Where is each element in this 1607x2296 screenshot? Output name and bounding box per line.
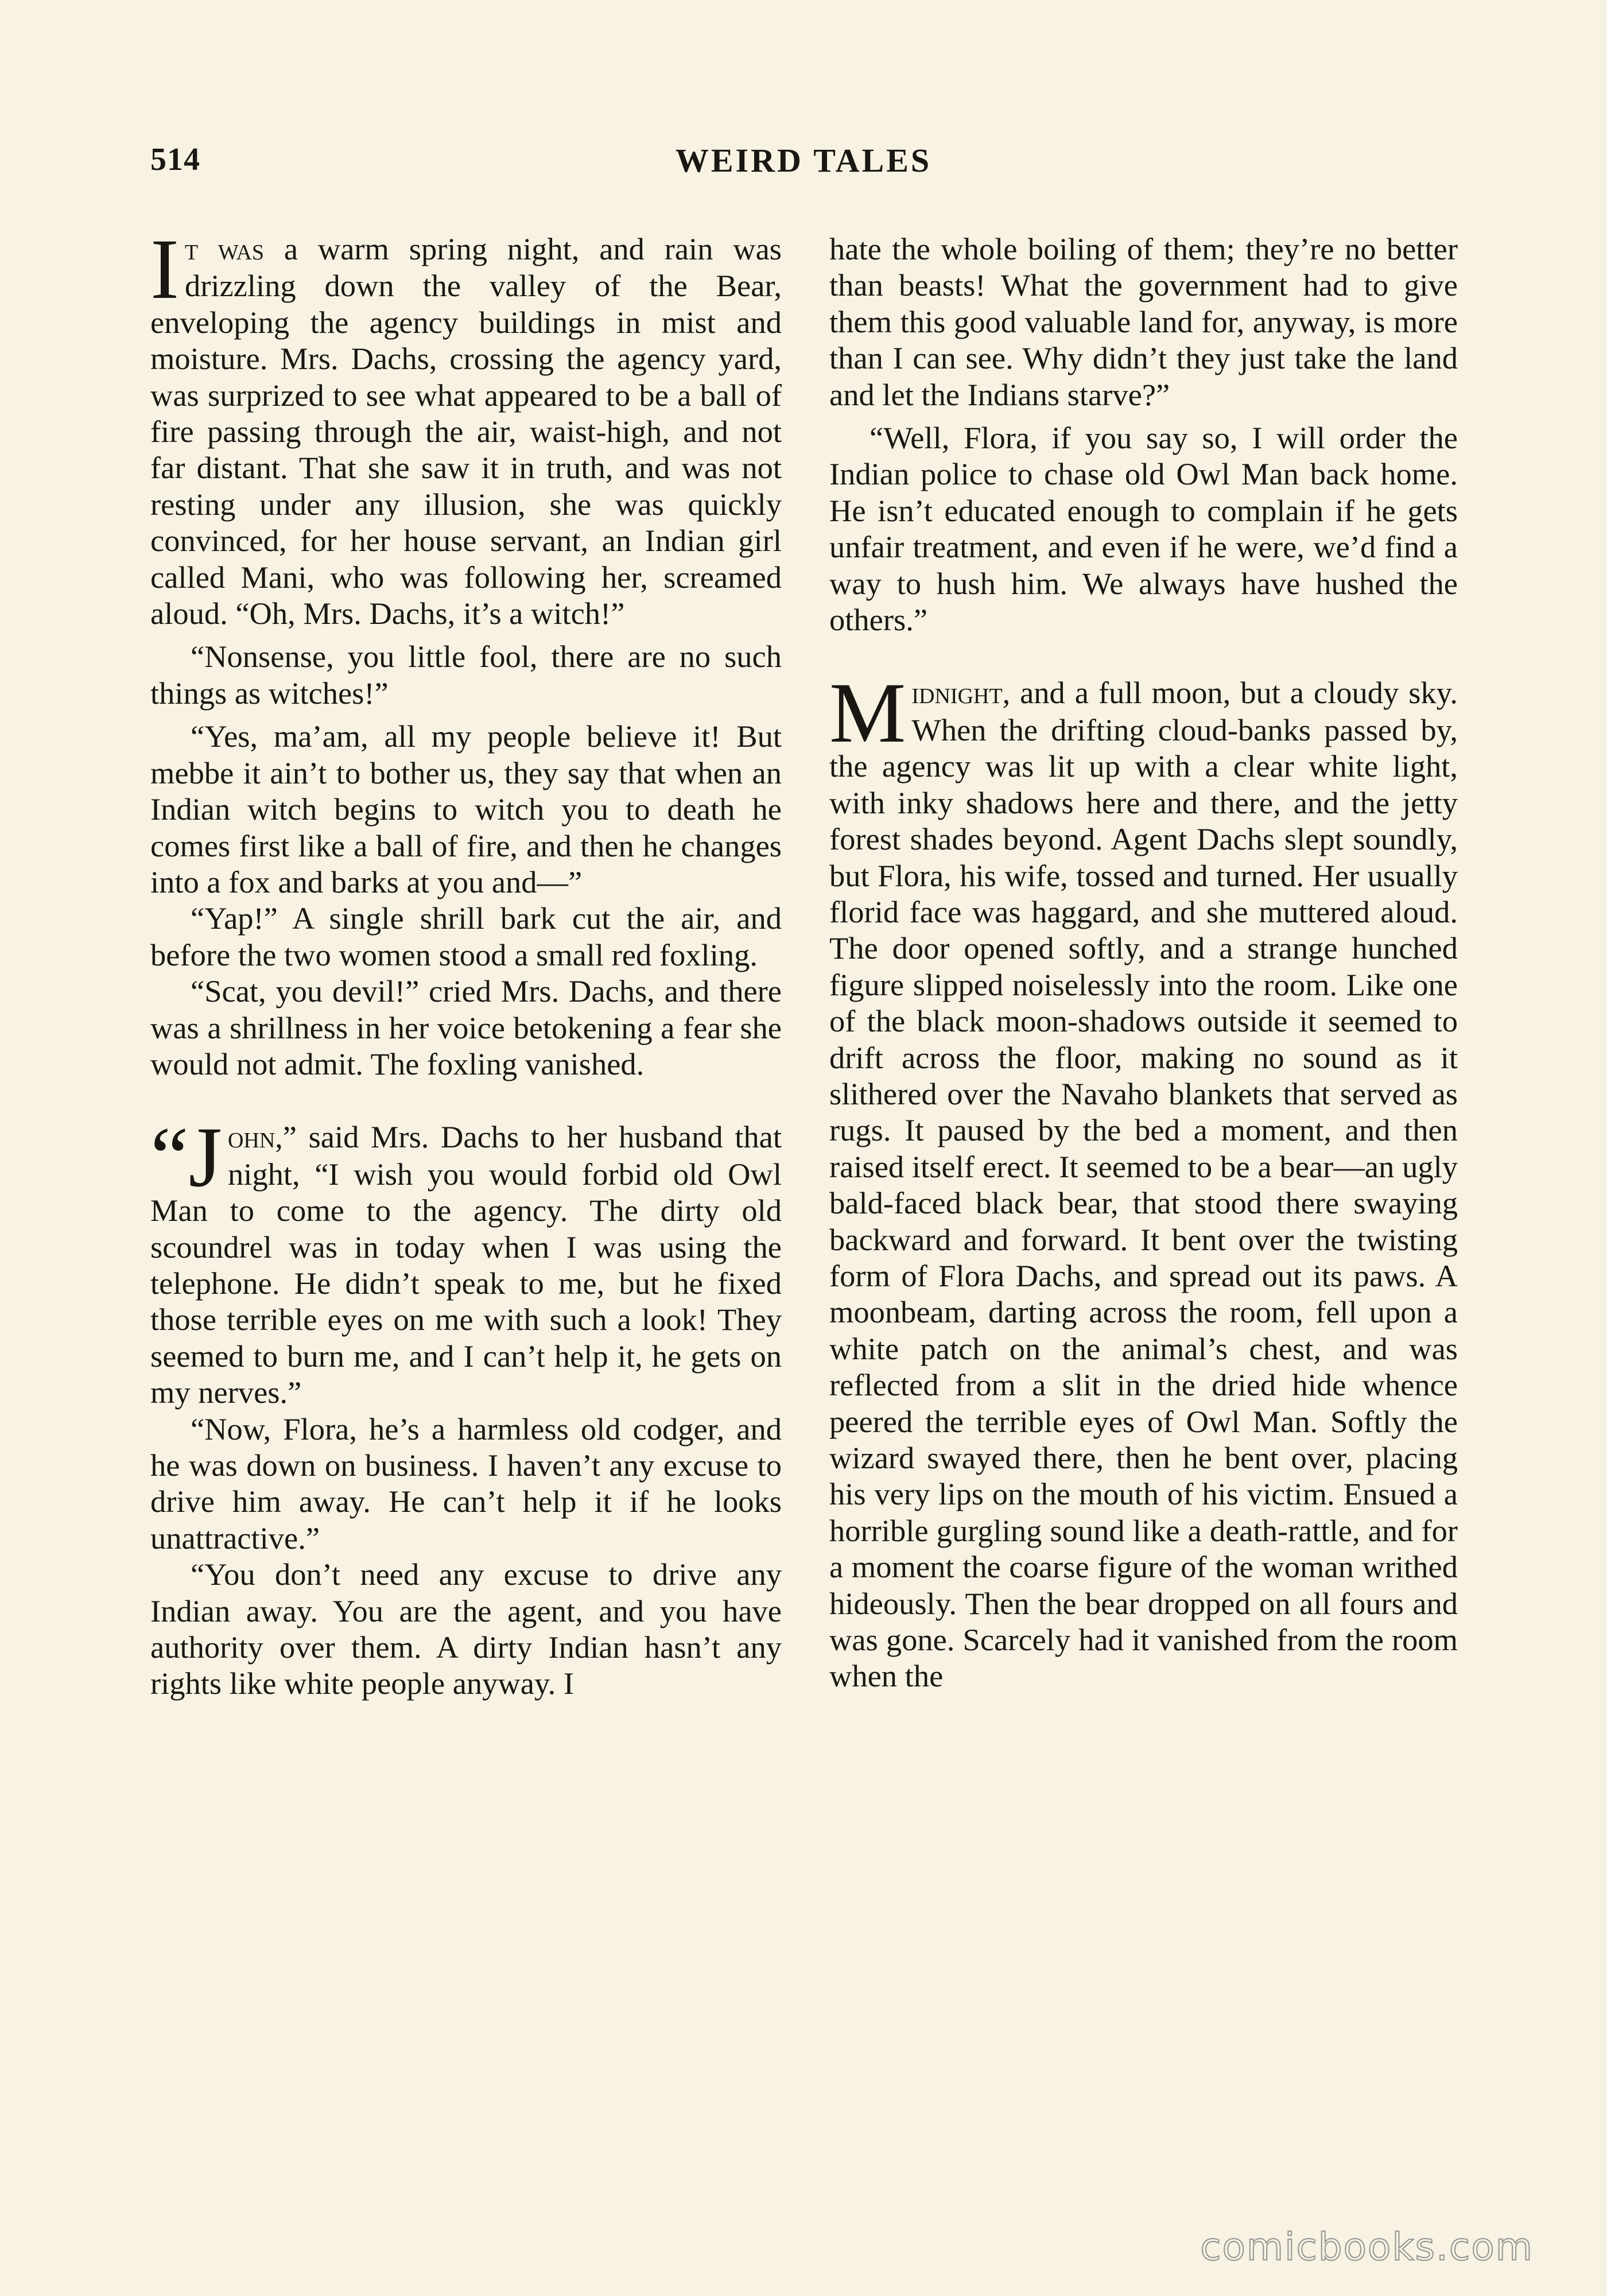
page-number: 514: [150, 142, 200, 177]
paragraph: “Yap!” A single shrill bark cut the air, and before the two women stood a small red foxling.: [150, 901, 782, 972]
open-quote: “: [150, 1110, 189, 1205]
running-head: WEIRD TALES: [675, 142, 932, 179]
section-1: [150, 222, 782, 1082]
drop-cap: [150, 1110, 222, 1205]
paragraph: [829, 665, 1458, 1694]
paragraph: [150, 222, 782, 631]
drop-cap: I: [150, 222, 179, 317]
paragraph: [150, 1110, 782, 1410]
paragraph: “Nonsense, you little fool, there are no such things as witches!”: [150, 639, 782, 711]
lead-in: idnight,: [911, 676, 1011, 711]
paragraph-text: a warm spring night, and rain was drizzling down the valley of the Bear, enveloping the agency buildings in mist and moisture. Mrs. Dachs, crossing the agency yard, was surprized to see what appeared to be a ball of fire passing through the air, waist-high, and not far distant. That she saw it in truth, and was not resting under any illusion, she was quickly convinced, for her house servant, an Indian girl called Mani, who was following her, screamed aloud. “Oh, Mrs. Dachs, it’s a witch!”: [150, 231, 782, 631]
paragraph: “Well, Flora, if you say so, I will order the Indian police to chase old Owl Man back home. He isn’t educated enough to complain if he gets unfair treatment, and even if he were, we’d find a way to hush him. We always have hushed the others.”: [829, 420, 1458, 638]
paragraph: hate the whole boiling of them; they’re no better than beasts! What the government had to give them this good valuable land for, anyway, is more than I can see. Why didn’t they just take the land and let the Indians starve?”: [829, 231, 1458, 412]
section-2-continued: [829, 231, 1458, 638]
paragraph-text: and a full moon, but a cloudy sky. When the drifting cloud-banks passed by, the agency was lit up with a clear white light, with inky shadows here and there, and the jetty forest shades beyond. Agent Dachs slept soundly, but Flora, his wife, tossed and turned. Her usually florid face was haggard, and she muttered aloud. The door opened softly, and a strange hunched figure slipped noiselessly into the room. Like one of the black moon-shadows outside it seemed to drift across the floor, making no sound as it slithered over the Navaho blankets that served as rugs. It paused by the bed a moment, and then raised itself erect. It seemed to be a bear—an ugly bald-faced black bear, that stood there swaying backward and forward. It bent over the twisting form of Flora Dachs, and spread out its paws. A moonbeam, darting across the room, fell upon a white patch on the animal’s chest, and was reflected from a slit in the dried hide whence peered the terrible eyes of Owl Man. Softly the wizard swayed there, then he bent over, placing his very lips on the mouth of his victim. Ensued a horrible gurgling sound like a death-rattle, and for a moment the coarse figure of the woman writhed hideously. Then the bear dropped on all fours and was gone. Scarcely had it vanished from the room when the: [829, 675, 1458, 1694]
drop-cap: M: [829, 665, 906, 761]
paragraph-text: ” said Mrs. Dachs to her husband that night, “I wish you would forbid old Owl Man to come to the agency. The dirty old scoundrel was in today when I was using the telephone. He didn’t speak to me, but he fixed those terrible eyes on me with such a look! They seemed to burn me, and I can’t help it, he gets on my nerves.”: [150, 1119, 782, 1410]
section-2: [150, 1110, 782, 1702]
left-column: [150, 222, 782, 1702]
paragraph: “You don’t need any excuse to drive any Indian away. You are the agent, and you have authority over them. A dirty Indian hasn’t any rights like white people anyway. I: [150, 1557, 782, 1701]
watermark: comicbooks.com: [1200, 2225, 1534, 2269]
paragraph: “Yes, ma’am, all my people believe it! But mebbe it ain’t to bother us, they say that when an Indian witch begins to witch you to death he comes first like a ball of fire, and then he changes into a fox and barks at you and—”: [150, 719, 782, 899]
paragraph: “Now, Flora, he’s a harmless old codger, and he was down on business. I haven’t any excuse to drive him away. He can’t help it if he looks unattractive.”: [150, 1411, 782, 1556]
paragraph: “Scat, you devil!” cried Mrs. Dachs, and there was a shrillness in her voice betokening a fear she would not admit. The foxling vanished.: [150, 974, 782, 1081]
lead-in: ohn,: [227, 1120, 283, 1155]
section-3: [829, 665, 1458, 1694]
drop-cap-letter: J: [188, 1110, 222, 1205]
right-column: [829, 231, 1458, 1694]
lead-in: t was: [184, 232, 265, 266]
